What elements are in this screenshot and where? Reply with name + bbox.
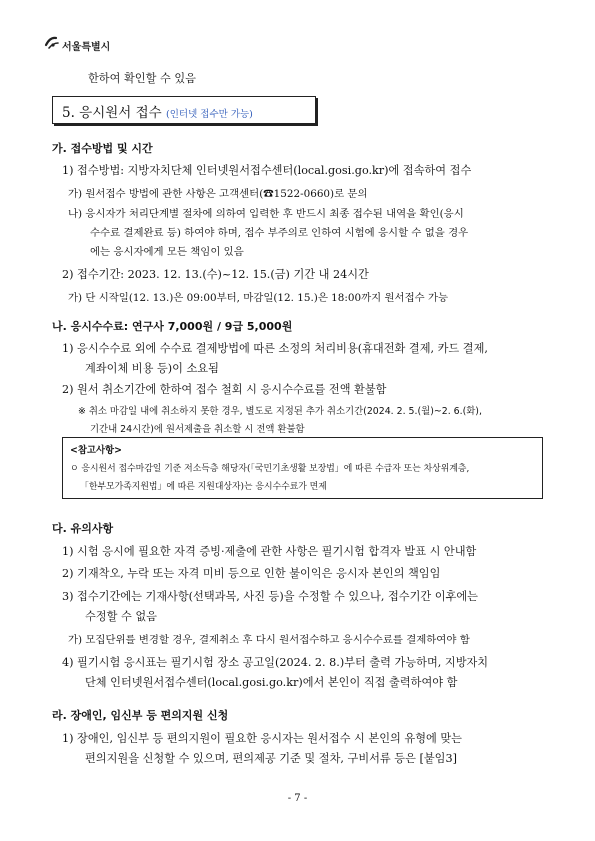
heading-ga: 가. 접수방법 및 시간 bbox=[52, 142, 153, 155]
heading-ra: 라. 장애인, 임신부 등 편의지원 신청 bbox=[52, 709, 229, 722]
reference-line2: 「한부모가족지원법」에 따른 지원대상자)는 응시수수료가 면제 bbox=[80, 482, 327, 492]
na-item-2: 2) 원서 취소기간에 한하여 접수 철회 시 응시수수료를 전액 환불함 bbox=[62, 383, 387, 396]
section-5-subtitle: (인터넷 접수만 가능) bbox=[166, 109, 253, 120]
heading-da: 다. 유의사항 bbox=[52, 522, 114, 535]
da-item-4-line2: 단체 인터넷원서접수센터(local.gosi.go.kr)에서 본인이 직접 출력하여야 함 bbox=[85, 676, 458, 689]
header-logo-text: 서울특별시 bbox=[62, 42, 111, 53]
ra-item-1-line1: 1) 장애인, 임신부 등 편의지원이 필요한 응시자는 원서접수 시 본인의 유형에 맞는 bbox=[62, 732, 462, 745]
da-item-3-line2: 수정할 수 없음 bbox=[85, 610, 157, 623]
ga-item-2: 2) 접수기간: 2023. 12. 13.(수)~12. 15.(금) 기간 내 24시간 bbox=[62, 268, 369, 281]
ga-item-1-ga: 가) 원서접수 방법에 관한 사항은 고객센터(☎1522-0660)로 문의 bbox=[68, 188, 368, 200]
continued-line: 한하여 확인할 수 있음 bbox=[88, 72, 196, 85]
da-item-2: 2) 기재착오, 누락 또는 자격 미비 등으로 인한 불이익은 응시자 본인의 책임임 bbox=[62, 567, 441, 580]
da-item-1: 1) 시험 응시에 필요한 자격 증빙·제출에 관한 사항은 필기시험 합격자 발표 시 안내함 bbox=[62, 545, 477, 558]
page-number: - 7 - bbox=[287, 793, 308, 804]
da-item-3-line1: 3) 접수기간에는 기재사항(선택과목, 사진 등)을 수정할 수 있으나, 접수기간 이후에는 bbox=[62, 590, 478, 603]
ga-item-1-na-line3: 에는 응시자에게 모든 책임이 있음 bbox=[90, 246, 244, 258]
seoul-logo-icon bbox=[44, 34, 60, 50]
ra-item-1-line2: 편의지원을 신청할 수 있으며, 편의제공 기준 및 절차, 구비서류 등은 [붙임3] bbox=[85, 752, 457, 765]
da-item-3-ga: 가) 모집단위를 변경할 경우, 결제취소 후 다시 원서접수하고 응시수수료를 결제하여야 함 bbox=[68, 634, 470, 646]
na-note-line2: 기간내 24시간)에 원서제출을 취소할 시 전액 환불함 bbox=[90, 424, 305, 435]
section-5-heading bbox=[62, 101, 253, 121]
na-item-1-line2: 계좌이체 비용 등)이 소요됨 bbox=[85, 362, 219, 375]
reference-line1: ㅇ 응시원서 접수마감일 기준 저소득층 해당자(「국민기초생활 보장법」에 따른 수급자 또는 차상위계층, bbox=[70, 464, 470, 474]
reference-title: <참고사항> bbox=[70, 445, 122, 456]
na-note-line1: ※ 취소 마감일 내에 취소하지 못한 경우, 별도로 지정된 추가 취소기간(2024. 2. 5.(월)~2. 6.(화), bbox=[78, 406, 482, 417]
heading-na: 나. 응시수수료: 연구사 7,000원 / 9급 5,000원 bbox=[52, 320, 293, 333]
ga-item-1: 1) 접수방법: 지방자치단체 인터넷원서접수센터(local.gosi.go.kr)에 접속하여 접수 bbox=[62, 164, 472, 177]
ga-item-2-ga: 가) 단 시작일(12. 13.)은 09:00부터, 마감일(12. 15.)은 18:00까지 원서접수 가능 bbox=[68, 292, 449, 304]
ga-item-1-na-line1: 나) 응시자가 처리단계별 절차에 의하여 입력한 후 반드시 최종 접수된 내역을 확인(응시 bbox=[68, 208, 464, 220]
section-5-title: 5. 응시원서 접수 bbox=[62, 105, 162, 121]
da-item-4-line1: 4) 필기시험 응시표는 필기시험 장소 공고일(2024. 2. 8.)부터 출력 가능하며, 지방자치 bbox=[62, 656, 489, 669]
ga-item-1-na-line2: 수수료 결제완료 등) 하여야 하며, 접수 부주의로 인하여 시험에 응시할 수 없을 경우 bbox=[90, 227, 469, 239]
na-item-1-line1: 1) 응시수수료 외에 수수료 결제방법에 따른 소정의 처리비용(휴대전화 결제, 카드 결제, bbox=[62, 342, 488, 355]
